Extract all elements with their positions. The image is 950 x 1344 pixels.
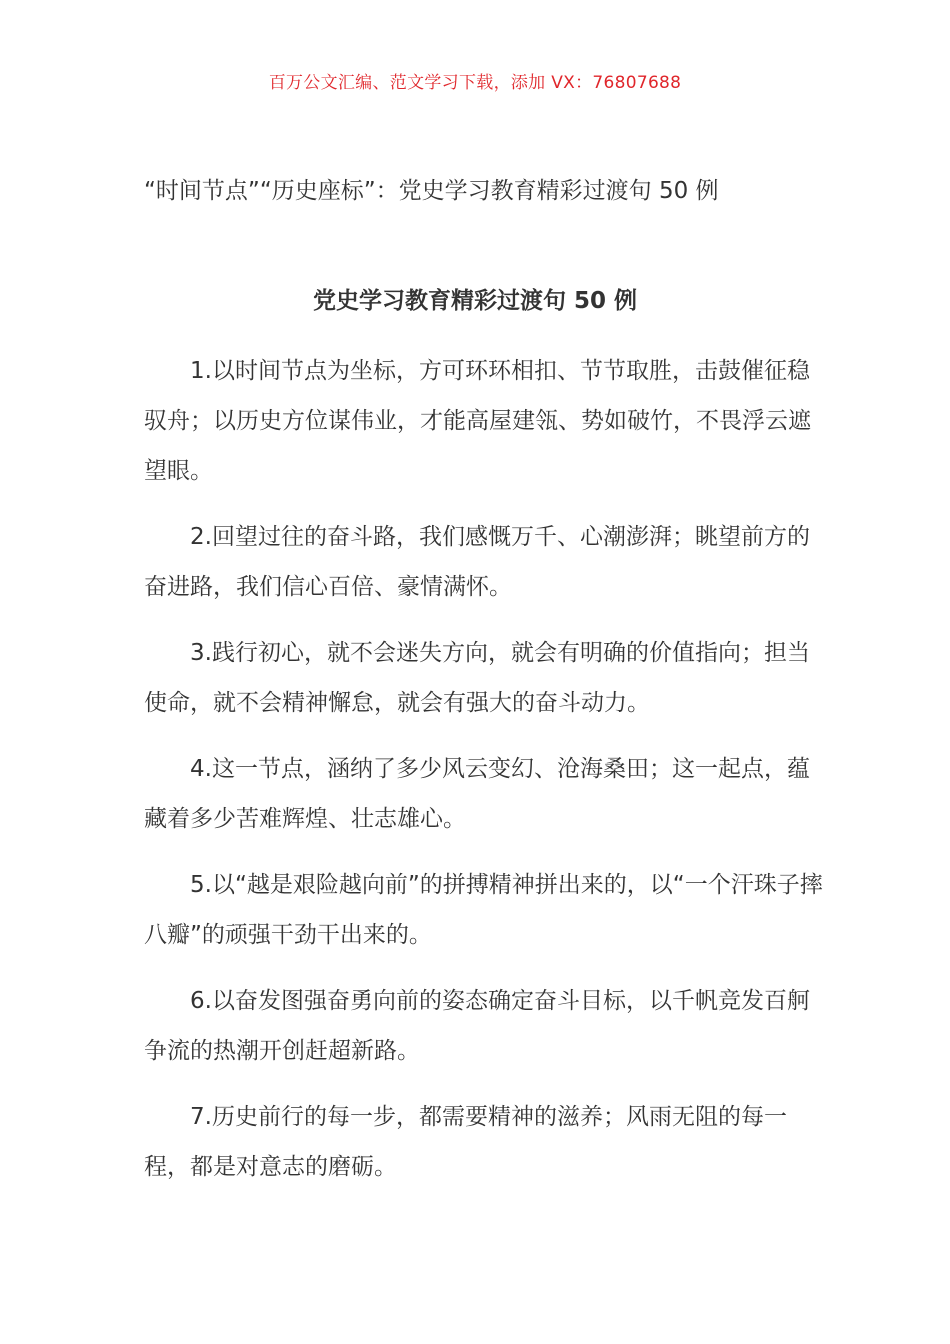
list-item: 2.回望过往的奋斗路，我们感慨万千、心潮澎湃；眺望前方的奋进路，我们信心百倍、豪情满怀。 bbox=[144, 524, 810, 600]
list-item: 7.历史前行的每一步，都需要精神的滋养；风雨无阻的每一程，都是对意志的磨砺。 bbox=[144, 1104, 787, 1180]
transition-sentence-list bbox=[144, 346, 826, 1208]
list-item: 3.践行初心，就不会迷失方向，就会有明确的价值指向；担当使命，就不会精神懈怠，就会有强大的奋斗动力。 bbox=[144, 640, 810, 716]
document-title: “时间节点”“历史座标”：党史学习教育精彩过渡句 50 例 bbox=[144, 178, 719, 204]
list-item: 1.以时间节点为坐标，方可环环相扣、节节取胜，击鼓催征稳驭舟；以历史方位谋伟业，才能高屋建瓴、势如破竹，不畏浮云遮望眼。 bbox=[144, 358, 811, 484]
list-item: 4.这一节点，涵纳了多少风云变幻、沧海桑田；这一起点，蕴藏着多少苦难辉煌、壮志雄心。 bbox=[144, 756, 810, 832]
list-item: 6.以奋发图强奋勇向前的姿态确定奋斗目标，以千帆竞发百舸争流的热潮开创赶超新路。 bbox=[144, 988, 810, 1064]
header-note: 百万公文汇编、范文学习下载，添加 VX：76807688 bbox=[268, 73, 682, 93]
list-item: 5.以“越是艰险越向前”的拼搏精神拼出来的，以“一个汗珠子摔八瓣”的顽强干劲干出来的。 bbox=[144, 872, 823, 948]
section-heading: 党史学习教育精彩过渡句 50 例 bbox=[312, 288, 638, 314]
